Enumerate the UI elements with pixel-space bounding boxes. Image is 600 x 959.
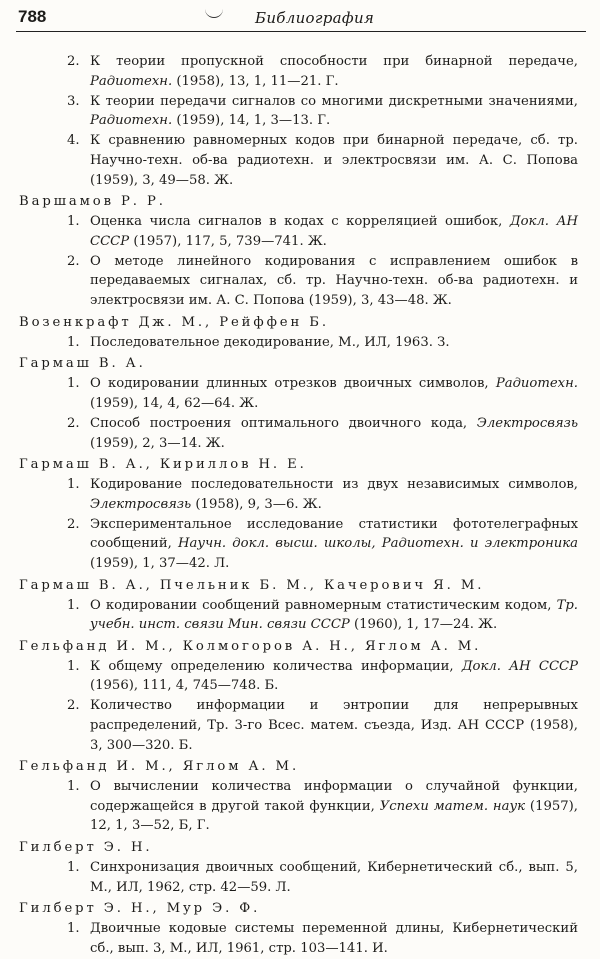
- author-heading: Гилберт Э. Н.: [19, 840, 153, 855]
- bibliography-entry: [67, 515, 578, 574]
- journal-title: Радиотехн.: [90, 113, 173, 129]
- entry-text: (1959), 1, 37—42. Л.: [90, 555, 230, 571]
- entry-text: О методе линейного кодирования с исправлением ошибок в передаваемых сигналах, сб. тр. Научно-техн. об-ва радиотехн. и электросвязи им. А. С. Попова (1959), 3, 43—48. Ж.: [90, 253, 578, 309]
- entry-text: О кодировании длинных отрезков двоичных символов,: [90, 376, 496, 392]
- entry-number: 1.: [67, 214, 80, 230]
- bibliography-entry: [67, 596, 578, 635]
- entry-text: (1958), 9, 3—6. Ж.: [191, 496, 322, 512]
- entry-text: (1959), 14, 1, 3—13. Г.: [172, 113, 331, 129]
- journal-title: Докл. АН СССР: [90, 214, 579, 249]
- author-heading: Гармаш В. А., Пчельник Б. М., Качерович Я. М.: [19, 577, 485, 593]
- bibliography-entry: [67, 858, 578, 897]
- author-heading: Гилберт Э. Н., Мур Э. Ф.: [19, 901, 261, 917]
- bibliography-entry: [67, 212, 579, 251]
- entry-number: 1.: [67, 376, 80, 392]
- entry-text: Двоичные кодовые системы переменной длины, Кибернетический сб., вып. 3, М., ИЛ, 1961, стр. 103—141. И.: [90, 921, 578, 956]
- author-heading: Гельфанд И. М., Яглом А. М.: [19, 759, 300, 775]
- entry-number: 3.: [67, 93, 80, 109]
- author-heading: Возенкрафт Дж. М., Рейффен Б.: [19, 314, 329, 330]
- entry-text: (1956), 111, 4, 745—748. Б.: [90, 678, 279, 694]
- bibliography-entry: [67, 414, 578, 453]
- entry-number: 1.: [67, 477, 80, 493]
- entry-text: (1959), 2, 3—14. Ж.: [90, 435, 225, 451]
- entry-number: 1.: [67, 658, 80, 674]
- bibliography-entry: [67, 92, 578, 131]
- entry-text: Экспериментальное исследование статистики фототелеграфных сообщений,: [90, 516, 578, 552]
- bibliography-entry: [67, 919, 578, 958]
- entry-number: 2.: [67, 415, 80, 431]
- entry-text: Способ построения оптимального двоичного кода,: [90, 415, 477, 431]
- bibliography-list: [0, 52, 600, 959]
- bibliography-entry: [67, 777, 578, 836]
- entry-number: 1.: [67, 921, 80, 937]
- header-rule: [16, 31, 586, 32]
- journal-title: Научн. докл. высш. школы, Радиотехн. и электроника: [178, 536, 578, 552]
- journal-title: Радиотехн.: [90, 73, 173, 89]
- entry-number: 2.: [67, 516, 80, 532]
- journal-title: Докл. АН СССР: [461, 658, 578, 674]
- bibliography-entry: [67, 333, 578, 353]
- bibliography-entry: [67, 52, 578, 91]
- entry-text: (1959), 14, 4, 62—64. Ж.: [90, 395, 259, 411]
- journal-title: Электросвязь: [476, 415, 578, 431]
- page-number: 788: [18, 7, 47, 26]
- entry-number: 1.: [67, 779, 80, 795]
- author-heading: Гельфанд И. М., Колмогоров А. Н., Яглом А. М.: [19, 638, 482, 654]
- entry-number: 1.: [67, 334, 80, 350]
- entry-text: (1957), 117, 5, 739—741. Ж.: [129, 233, 327, 249]
- entry-text: (1957), 12, 1, 3—52, Б, Г.: [90, 798, 578, 834]
- entry-number: 1.: [67, 860, 80, 875]
- journal-title: Тр. учебн. инст. связи Мин. связи СССР: [90, 597, 578, 633]
- bibliography-entry: [67, 696, 578, 755]
- journal-title: Электросвязь: [90, 496, 192, 512]
- bibliography-entry: [67, 252, 578, 311]
- entry-text: К общему определению количества информации,: [90, 658, 462, 674]
- entry-number: 2.: [67, 253, 80, 269]
- entry-text: Количество информации и энтропии для непрерывных распределений, Тр. 3-го Всес. матем. съезда, Изд. АН СССР (1958), 3, 300—320. Б.: [90, 698, 578, 753]
- journal-title: Радиотехн.: [495, 376, 578, 392]
- entry-number: 2.: [67, 698, 80, 714]
- author-heading: Гармаш В. А., Кириллов Н. Е.: [19, 457, 307, 473]
- bibliography-entry: [67, 657, 578, 696]
- entry-number: 2.: [67, 54, 80, 69]
- entry-text: (1958), 13, 1, 11—21. Г.: [172, 73, 339, 89]
- entry-text: Синхронизация двоичных сообщений, Кибернетический сб., вып. 5, М., ИЛ, 1962, стр. 42—59. Л.: [90, 860, 578, 895]
- journal-title: Успехи матем. наук: [379, 798, 526, 814]
- ornament-mark: [205, 3, 223, 18]
- entry-text: О кодировании сообщений равномерным статистическим кодом,: [90, 597, 557, 613]
- entry-text: Последовательное декодирование, М., ИЛ, 1963. З.: [90, 334, 450, 350]
- entry-number: 1.: [67, 597, 80, 613]
- running-title: Библиография: [255, 9, 375, 27]
- author-heading: Гармаш В. А.: [19, 356, 146, 372]
- entry-text: (1960), 1, 17—24. Ж.: [349, 617, 498, 633]
- bibliography-entry: [67, 374, 578, 413]
- entry-text: К сравнению равномерных кодов при бинарной передаче, сб. тр. Научно-техн. об-ва радиотехн. и электросвязи им. А. С. Попова (1959), 3, 49—58. Ж.: [90, 133, 578, 188]
- bibliography-entry: [67, 131, 578, 190]
- entry-number: 4.: [67, 133, 80, 149]
- entry-text: Оценка числа сигналов в кодах с корреляцией ошибок,: [90, 214, 510, 230]
- entry-text: К теории передачи сигналов со многими дискретными значениями,: [90, 93, 578, 109]
- bibliography-entry: [67, 475, 578, 514]
- author-heading: Варшамов Р. Р.: [19, 194, 166, 210]
- entry-text: Кодирование последовательности из двух независимых символов,: [90, 477, 578, 493]
- entry-text: О вычислении количества информации о случайной функции, содержащейся в другой такой функции,: [90, 779, 578, 814]
- entry-text: К теории пропускной способности при бинарной передаче,: [90, 54, 578, 69]
